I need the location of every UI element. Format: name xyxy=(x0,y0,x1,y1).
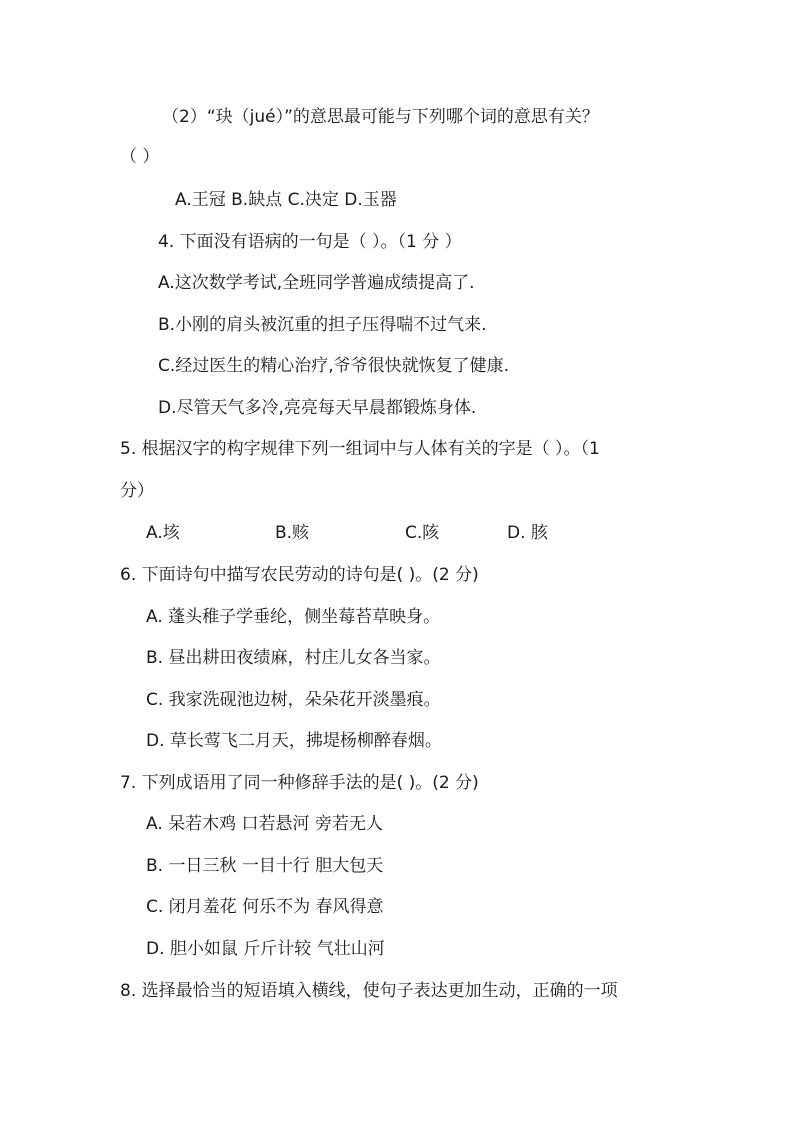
q3-sub2-options: A.王冠 B.缺点 C.决定 D.玉器 xyxy=(175,190,397,210)
q6-option-a: A. 蓬头稚子学垂纶，侧坐莓苔草映身。 xyxy=(146,607,441,627)
q7-option-b: B. 一日三秋 一目十行 胆大包天 xyxy=(146,856,384,876)
q7-stem: 7. 下列成语用了同一种修辞手法的是( )。(2 分) xyxy=(120,773,479,793)
q8-stem: 8. 选择最恰当的短语填入横线，使句子表达更加生动，正确的一项 xyxy=(120,981,618,1001)
q6-option-c: C. 我家洗砚池边树，朵朵花开淡墨痕。 xyxy=(146,690,441,710)
q4-stem: 4. 下面没有语病的一句是（ ）。（1 分 ） xyxy=(158,232,462,252)
q4-option-b: B.小刚的肩头被沉重的担子压得喘不过气来. xyxy=(158,315,487,335)
q5-option-a: A.垓 xyxy=(146,523,180,543)
q5-stem-continued: 分） xyxy=(120,481,154,501)
q7-option-a: A. 呆若木鸡 口若悬河 旁若无人 xyxy=(146,814,383,834)
q6-option-d: D. 草长莺飞二月天，拂堤杨柳醉春烟。 xyxy=(146,731,442,751)
q5-option-b: B.赅 xyxy=(275,523,310,543)
q5-stem: 5. 根据汉字的构字规律下列一组词中与人体有关的字是（ ）。（1 xyxy=(120,439,600,459)
q4-option-d: D.尽管天气多冷,亮亮每天早晨都锻炼身体. xyxy=(158,398,477,418)
q4-option-a: A.这次数学考试,全班同学普遍成绩提高了. xyxy=(158,273,475,293)
q4-option-c: C.经过医生的精心治疗,爷爷很快就恢复了健康. xyxy=(158,356,510,376)
q6-stem: 6. 下面诗句中描写农民劳动的诗句是( )。(2 分) xyxy=(120,565,479,585)
q7-option-c: C. 闭月羞花 何乐不为 春风得意 xyxy=(146,897,384,917)
q5-option-d: D. 胲 xyxy=(507,523,548,543)
q6-option-b: B. 昼出耕田夜绩麻，村庄儿女各当家。 xyxy=(146,648,441,668)
q5-option-c: C.陔 xyxy=(405,523,440,543)
q3-sub2-answer-blank: （ ） xyxy=(120,147,160,167)
q3-sub2-stem: （2）“玦（jué）”的意思最可能与下列哪个词的意思有关？ xyxy=(162,107,599,127)
q7-option-d: D. 胆小如鼠 斤斤计较 气壮山河 xyxy=(146,939,385,959)
